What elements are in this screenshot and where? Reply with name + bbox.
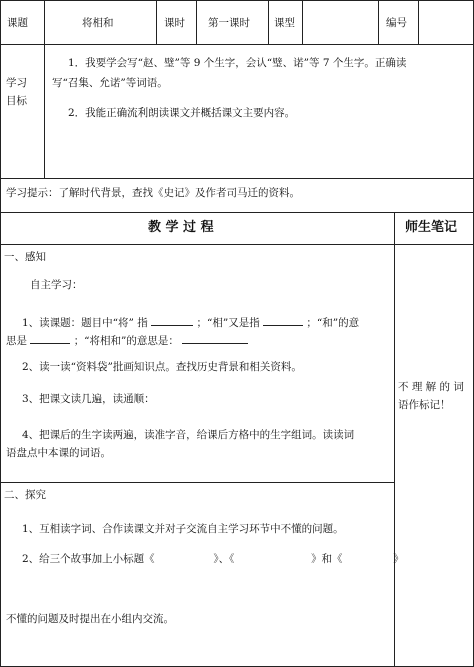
study-tips: 学习提示：了解时代背景，查找《史记》及作者司马迁的资料。 [6, 187, 300, 199]
rule-tips-bottom [0, 212, 474, 213]
rule-process-title-bottom [0, 244, 474, 245]
rule-header-col7 [418, 0, 419, 44]
lesson-value: 将相和 [82, 17, 114, 29]
period-value: 第一课时 [208, 17, 250, 29]
number-label: 编号 [386, 17, 407, 29]
process-title: 教 学 过 程 [148, 220, 214, 235]
rule-section-divider [0, 482, 394, 483]
blank-xiang-meaning[interactable] [263, 314, 303, 326]
item4-line2: 语盘点中本课的词语。 [6, 447, 111, 459]
item1-text-b: ；“相”又是指 [196, 317, 260, 329]
rule-header-col6 [378, 0, 379, 44]
type-label: 课型 [274, 17, 295, 29]
notes-text-line1: 不 理 解 的 词 [398, 381, 464, 393]
rule-notes-column [394, 212, 395, 667]
goal-1-line2: 写“召集、允诺”等词语。 [52, 77, 168, 89]
self-study-label: 自主学习： [30, 279, 83, 291]
item1-line1 [22, 314, 359, 330]
goals-label-line1: 学习 [6, 77, 27, 89]
item2: 2、读一读“资料袋”批画知识点。查找历史背景和相关资料。 [22, 361, 302, 373]
item3: 3、把课文读几遍，读通顺： [22, 393, 155, 405]
rule-header-col2 [156, 0, 157, 44]
item2-text-b: 》、《 [213, 553, 235, 565]
item2-text-c: 》和《 [311, 553, 343, 565]
blank-he-meaning[interactable] [30, 332, 70, 344]
goals-label-line2: 目标 [6, 95, 27, 107]
item1-text-a: 1、读课题：题目中“将” 指 [22, 317, 148, 329]
item1-line2-text-a: 思是 [6, 335, 27, 347]
lesson-label: 课题 [7, 17, 28, 29]
rule-header-col5 [302, 0, 303, 44]
item1-line2 [6, 332, 248, 348]
goal-1-line1: 1．我要学会写“赵、璧”等 9 个生字，会认“璧、诺”等 7 个生字。正确读 [68, 57, 407, 69]
item2-text-a: 2、给三个故事加上小标题《 [22, 553, 155, 565]
rule-goals-bottom [0, 178, 474, 179]
period-label: 课时 [164, 17, 185, 29]
rule-header-bottom [0, 44, 474, 45]
rule-header-col4 [268, 0, 269, 44]
rule-label-column [44, 0, 45, 178]
section2-closing: 不懂的问题及时提出在小组内交流。 [6, 613, 174, 625]
blank-jiang-meaning[interactable] [151, 314, 193, 326]
section2-heading: 二、探究 [4, 489, 46, 501]
item2-text-d: 》 [393, 553, 404, 565]
rule-left [0, 0, 1, 667]
item4-line1: 4、把课后的生字读两遍，读准字音，给课后方格中的生字组词。读读词 [22, 429, 355, 441]
rule-header-col3 [196, 0, 197, 44]
item1-line2-text-b: ；“将相和”的意思是： [73, 335, 179, 347]
notes-text-line2: 语作标记！ [398, 399, 451, 411]
rule-top [0, 0, 474, 1]
notes-title: 师生笔记 [405, 220, 458, 235]
goal-2: 2．我能正确流利朗读课文并概括课文主要内容。 [68, 107, 296, 119]
section2-item2 [22, 552, 404, 566]
section1-heading: 一、感知 [4, 251, 46, 263]
blank-title-meaning[interactable] [182, 332, 248, 344]
section2-item1: 1、互相读字词、合作读课文并对子交流自主学习环节中不懂的问题。 [22, 523, 344, 535]
item1-text-c: ；“和”的意 [306, 317, 360, 329]
